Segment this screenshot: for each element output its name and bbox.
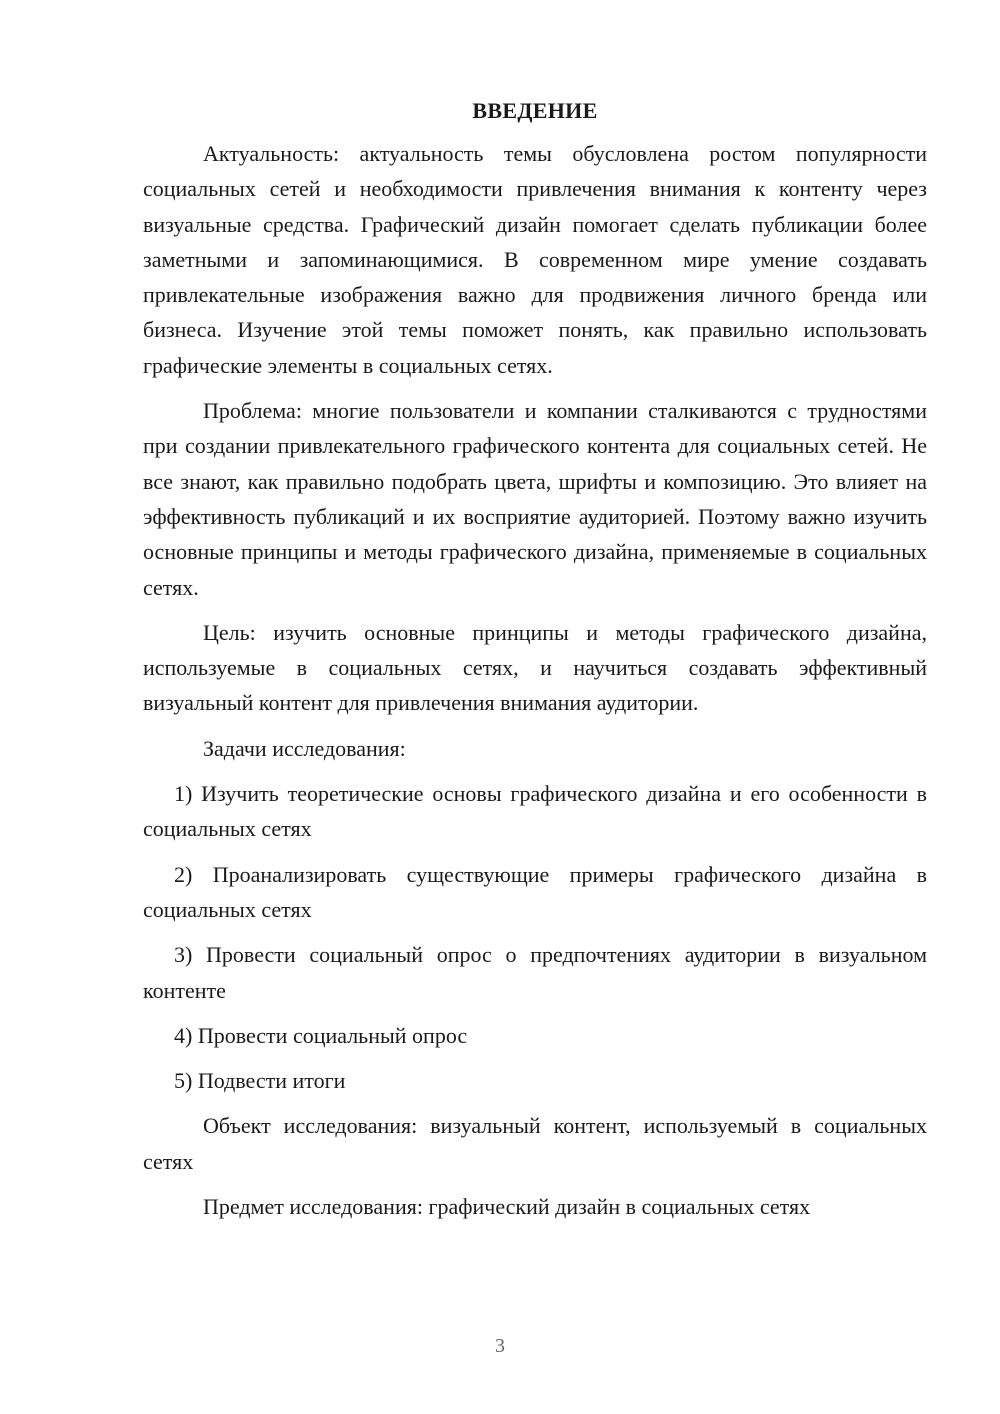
document-page [143,96,927,1234]
page-number: 3 [495,1335,505,1357]
paragraph-relevance: Актуальность: актуальность темы обусловлена ростом популярности социальных сетей и необходимости привлечения внимания к контенту через визуальные средства. Графический дизайн помогает сделать публикации более заметными и запоминающимися. В современном мире умение создавать привлекательные изображения важно для продвижения личного бренда или бизнеса. Изучение этой темы поможет понять, как правильно использовать графические элементы в социальных сетях. [143,141,927,378]
tasks-heading: Задачи исследования: [203,735,406,761]
section-title: ВВЕДЕНИЕ [472,98,598,123]
task-item-5: 5) Подвести итоги [174,1068,346,1094]
paragraph-problem: Проблема: многие пользователи и компании сталкиваются с трудностями при создании привлекательного графического контента для социальных сетей. Не все знают, как правильно подобрать цвета, шрифты и композицию. Это влияет на эффективность публикаций и их восприятие аудиторией. Поэтому важно изучить основные принципы и методы графического дизайна, применяемые в социальных сетях. [143,398,927,600]
task-item-2: 2) Проанализировать существующие примеры графического дизайна в социальных сетях [143,861,927,922]
paragraph-goal: Цель: изучить основные принципы и методы графического дизайна, используемые в социальных сетях, и научиться создавать эффективный визуальный контент для привлечения внимания аудитории. [143,619,927,716]
paragraph-subject: Предмет исследования: графический дизайн в социальных сетях [203,1194,811,1220]
task-item-3: 3) Провести социальный опрос о предпочтениях аудитории в визуальном контенте [143,942,927,1003]
task-item-4: 4) Провести социальный опрос [174,1022,468,1048]
task-item-1: 1) Изучить теоретические основы графического дизайна и его особенности в социальных сетях [143,781,927,842]
paragraph-object: Объект исследования: визуальный контент, используемый в социальных сетях [143,1113,927,1174]
